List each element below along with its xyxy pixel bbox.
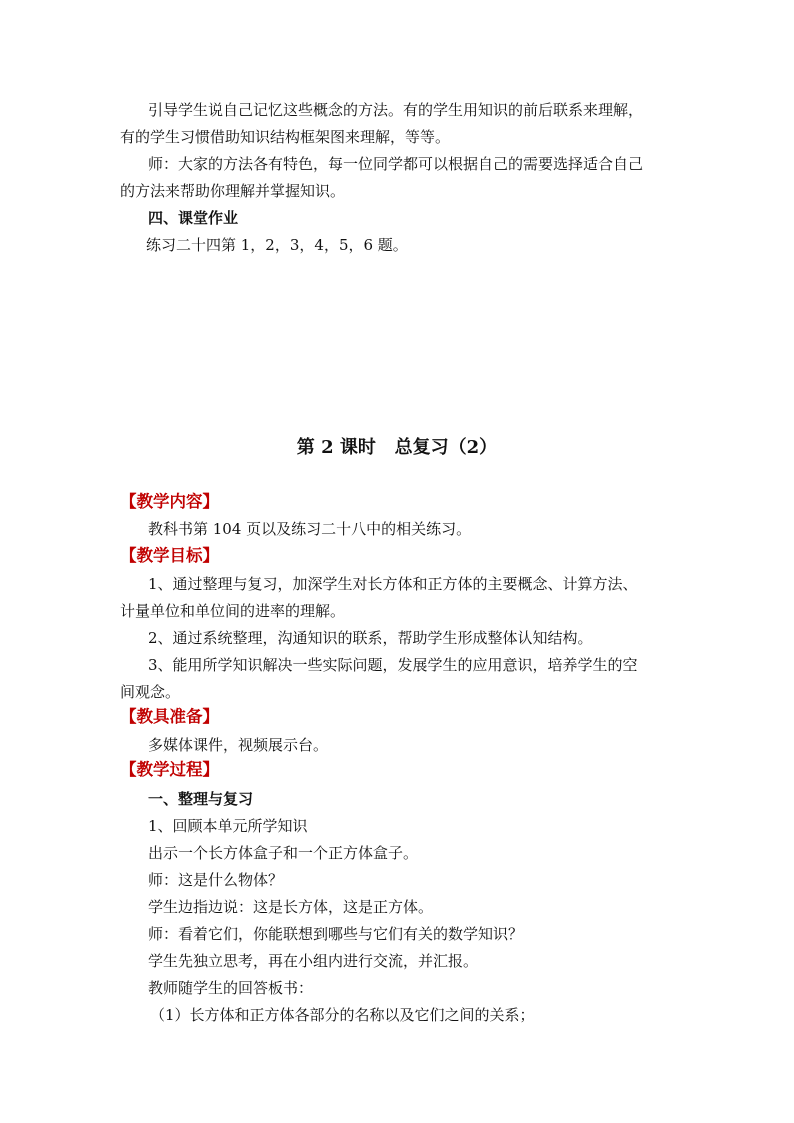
process-line: 出示一个长方体盒子和一个正方体盒子。 [148,844,419,862]
content-text: 教科书第 104 页以及练习二十八中的相关练习。 [148,520,472,538]
content-heading: 【教学内容】 [120,492,219,511]
section-heading: 四、课堂作业 [148,209,239,227]
goal-line: 计量单位和单位间的进率的理解。 [120,602,346,620]
process-line: （1）长方体和正方体各部分的名称以及它们之间的关系； [150,1006,535,1024]
paragraph-line: 的方法来帮助你理解并掌握知识。 [120,182,346,200]
process-line: 教师随学生的回答板书： [148,979,314,997]
goals-heading: 【教学目标】 [120,546,219,565]
section-heading: 一、整理与复习 [148,790,254,808]
homework-line: 练习二十四第 1，2，3，4，5，6 题。 [146,236,408,254]
goal-line: 1、通过整理与复习，加深学生对长方体和正方体的主要概念、计算方法、 [148,575,638,593]
step-line: 1、回顾本单元所学知识 [148,817,308,835]
paragraph-line: 引导学生说自己记忆这些概念的方法。有的学生用知识的前后联系来理解， [148,101,644,119]
paragraph-line: 师：大家的方法各有特色，每一位同学都可以根据自己的需要选择适合自己 [148,155,644,173]
process-line: 学生先独立思考，再在小组内进行交流，并汇报。 [148,952,479,970]
paragraph-line: 有的学生习惯借助知识结构框架图来理解，等等。 [120,128,451,146]
process-line: 学生边指边说：这是长方体，这是正方体。 [148,898,434,916]
materials-text: 多媒体课件，视频展示台。 [148,736,329,754]
goal-line: 2、通过系统整理，沟通知识的联系，帮助学生形成整体认知结构。 [148,629,593,647]
goal-line: 3、能用所学知识解决一些实际问题，发展学生的应用意识，培养学生的空 [148,656,638,674]
process-line: 师：看着它们，你能联想到哪些与它们有关的数学知识？ [148,925,524,943]
process-heading: 【教学过程】 [120,760,219,779]
lesson-title: 第 2 课时 总复习（2） [296,437,498,458]
goal-line: 间观念。 [120,683,181,701]
process-line: 师：这是什么物体？ [148,871,284,889]
materials-heading: 【教具准备】 [120,707,219,726]
